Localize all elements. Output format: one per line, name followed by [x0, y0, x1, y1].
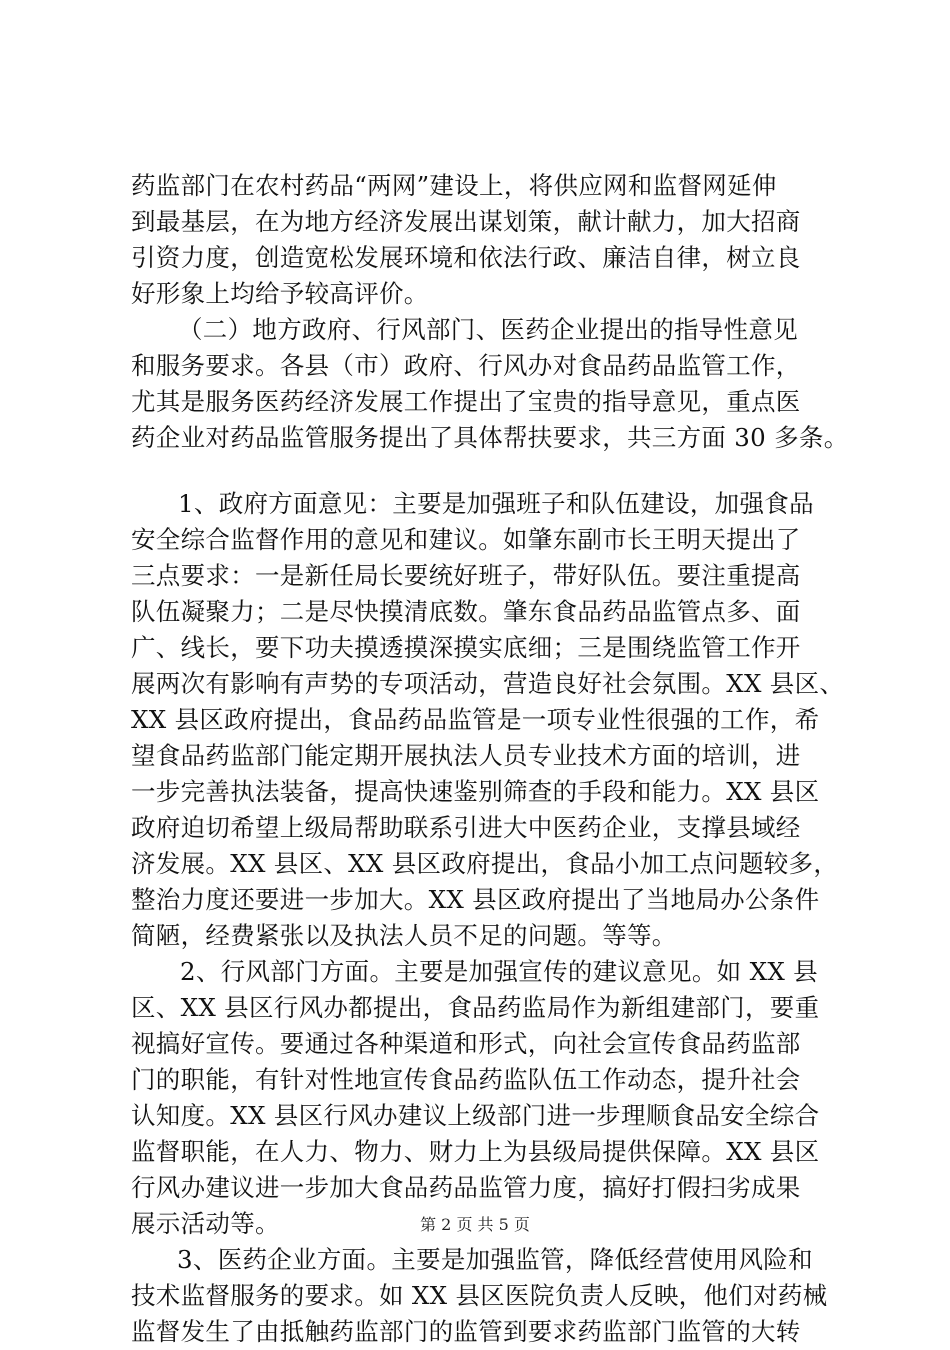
- text-line: 2、行风部门方面。主要是加强宣传的建议意见。如 XX 县: [180, 957, 818, 986]
- text-line: 监督发生了由抵触药监部门的监管到要求药监部门监管的大转: [131, 1317, 801, 1346]
- text-line: 望食品药监部门能定期开展执法人员专业技术方面的培训，进: [131, 741, 801, 770]
- paragraph-1: [131, 168, 831, 312]
- text-line: 一步完善执法装备，提高快速鉴别筛查的手段和能力。XX 县区: [131, 777, 820, 806]
- text-line: 到最基层，在为地方经济发展出谋划策，献计献力，加大招商: [131, 207, 801, 236]
- text-line: XX 县区政府提出，食品药品监管是一项专业性很强的工作，希: [131, 705, 820, 734]
- text-line: 技术监督服务的要求。如 XX 县区医院负责人反映，他们对药械: [131, 1281, 828, 1310]
- text-line: 1、政府方面意见：主要是加强班子和队伍建设，加强食品: [178, 489, 814, 518]
- paragraph-2: [131, 312, 849, 456]
- text-line: 展示活动等。: [131, 1209, 280, 1238]
- text-line: 好形象上均给予较高评价。: [131, 279, 429, 308]
- text-line: 区、XX 县区行风办都提出，食品药监局作为新组建部门，要重: [131, 993, 820, 1022]
- text-line: 监督职能，在人力、物力、财力上为县级局提供保障。XX 县区: [131, 1137, 820, 1166]
- paragraph-4: [131, 954, 831, 1242]
- text-line: 药监部门在农村药品“两网”建设上，将供应网和监督网延伸: [131, 171, 777, 200]
- text-line: 药企业对药品监管服务提出了具体帮扶要求，共三方面 30 多条。: [131, 423, 849, 452]
- text-line: 视搞好宣传。要通过各种渠道和形式，向社会宣传食品药监部: [131, 1029, 801, 1058]
- text-line: 认知度。XX 县区行风办建议上级部门进一步理顺食品安全综合: [131, 1101, 820, 1130]
- text-line: 队伍凝聚力；二是尽快摸清底数。肇东食品药品监管点多、面: [131, 597, 801, 626]
- paragraph-spacer: [131, 456, 831, 486]
- text-line: 引资力度，创造宽松发展环境和依法行政、廉洁自律，树立良: [131, 243, 801, 272]
- page-number-footer: 第 2 页 共 5 页: [420, 1215, 530, 1234]
- text-line: 整治力度还要进一步加大。XX 县区政府提出了当地局办公条件: [131, 885, 820, 914]
- text-line: 行风办建议进一步加大食品药品监管力度，搞好打假扫劣成果: [131, 1173, 801, 1202]
- text-line: （二）地方政府、行风部门、医药企业提出的指导性意见: [178, 315, 798, 344]
- text-line: 展两次有影响有声势的专项活动，营造良好社会氛围。XX 县区、: [131, 669, 845, 698]
- paragraph-5: [131, 1242, 831, 1350]
- text-line: 三点要求：一是新任局长要统好班子，带好队伍。要注重提高: [131, 561, 801, 590]
- text-line: 简陋，经费紧张以及执法人员不足的问题。等等。: [131, 921, 677, 950]
- text-line: 广、线长，要下功夫摸透摸深摸实底细；三是围绕监管工作开: [131, 633, 801, 662]
- text-line: 济发展。XX 县区、XX 县区政府提出，食品小加工点问题较多，: [131, 849, 839, 878]
- text-line: 尤其是服务医药经济发展工作提出了宝贵的指导意见，重点医: [131, 387, 801, 416]
- text-line: 安全综合监督作用的意见和建议。如肇东副市长王明天提出了: [131, 525, 801, 554]
- text-line: 政府迫切希望上级局帮助联系引进大中医药企业，支撑县域经: [131, 813, 801, 842]
- text-line: 门的职能，有针对性地宣传食品药监队伍工作动态，提升社会: [131, 1065, 801, 1094]
- paragraph-3: [131, 486, 845, 954]
- document-body: [131, 168, 849, 1350]
- text-line: 和服务要求。各县（市）政府、行风办对食品药品监管工作，: [131, 351, 801, 380]
- text-line: 3、医药企业方面。主要是加强监管，降低经营使用风险和: [177, 1245, 813, 1274]
